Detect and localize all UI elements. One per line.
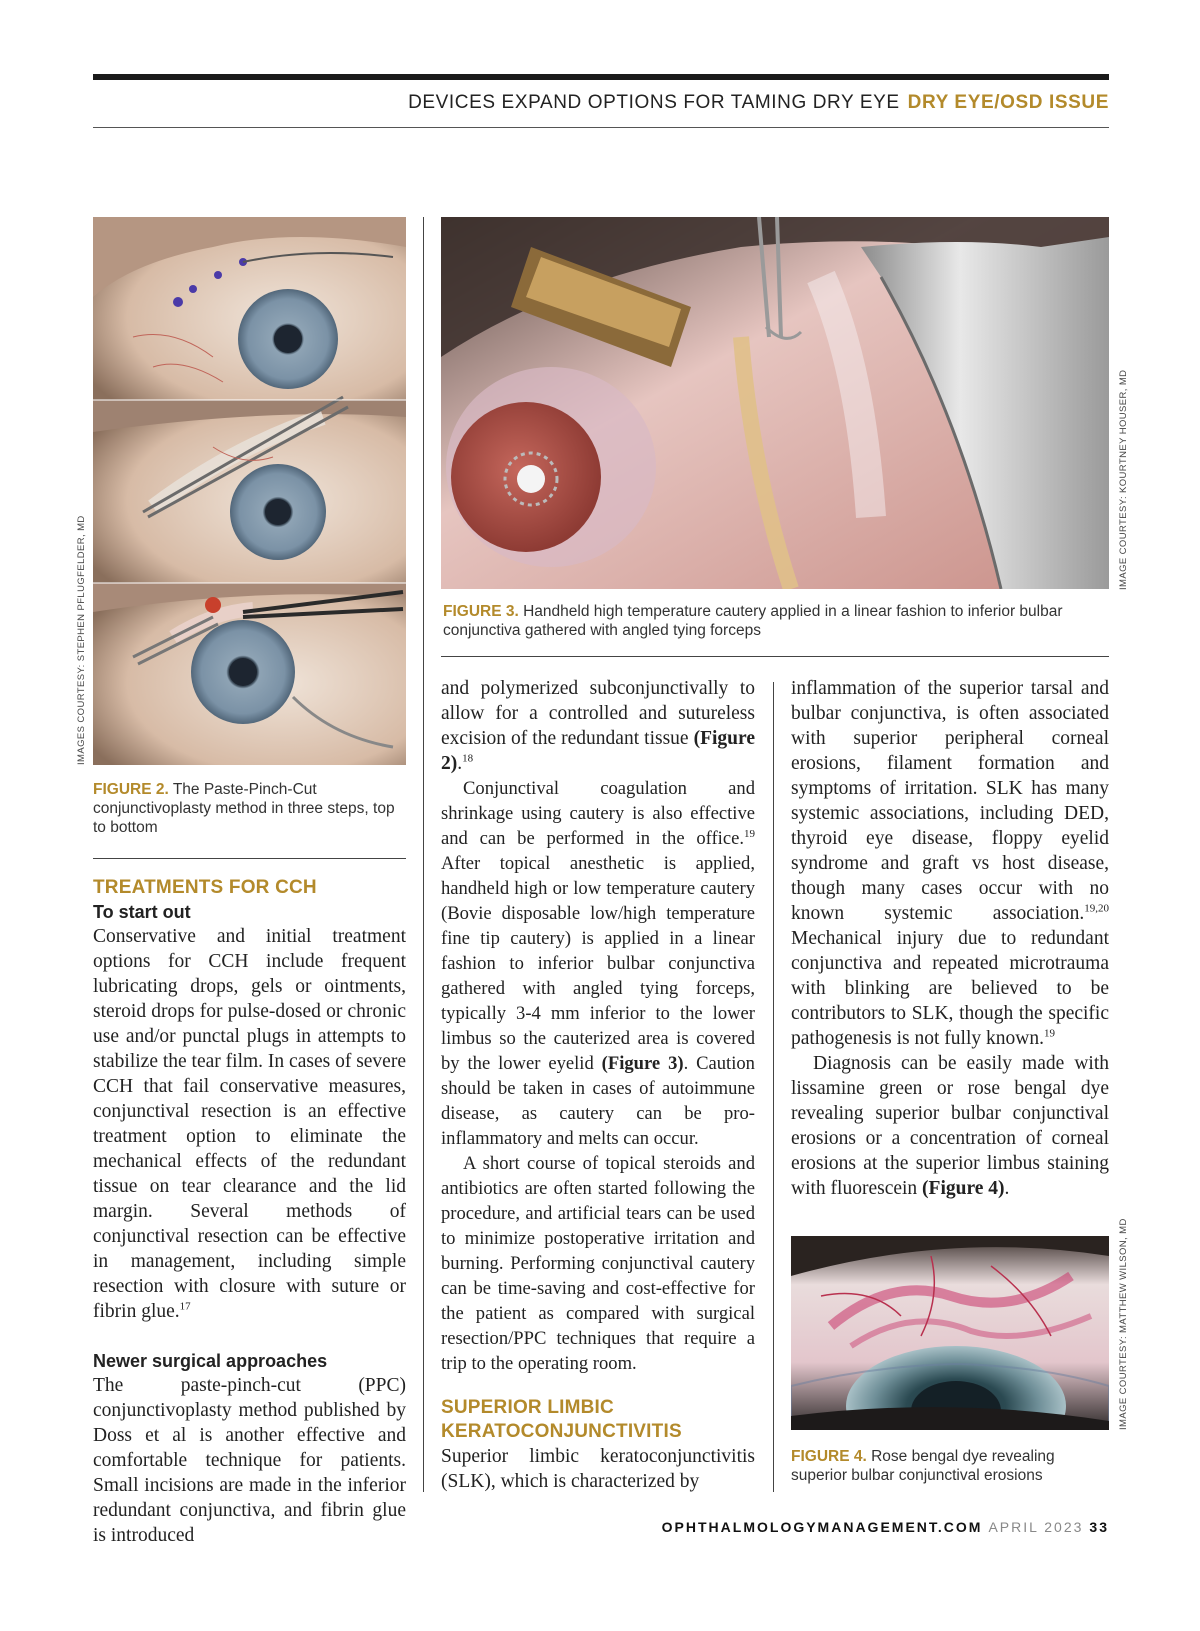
col1-paragraph-2: The paste-pinch-cut (PPC) conjunctivoplasty method published by Doss et al is another effective and comfortable technique for patients. Small incisions are made in the inferior redundant conjunctiva, and fibrin glue is introduced — [93, 1375, 406, 1546]
col3-p1-ref-1: 19,20 — [1084, 902, 1109, 915]
col2-paragraph-3: A short course of topical steroids and antibiotics are often started following the procedure, and artificial tears can be used to minimize postoperative irritation and burning. Performing conjunctival cautery can be time-saving and cost-effective for the patient as compared with surgical resection/PPC techniques that require a trip to the operating room. — [441, 1153, 755, 1374]
subheading-to-start-out: To start out — [93, 902, 191, 922]
figure-3-credit: IMAGE COURTESY: KOURTNEY HOUSER, MD — [1118, 369, 1129, 590]
col2-p1-text: and polymerized subconjunctivally to allow for a controlled and sutureless excision of the redundant tissue — [441, 678, 755, 749]
figure-4-text: Rose bengal dye revealing superior bulbar conjunctival erosions — [791, 1448, 1055, 1484]
figure-2-caption — [93, 780, 398, 837]
col2-paragraph-4: Superior limbic keratoconjunctivitis (SLK), which is characterized by — [441, 1446, 755, 1492]
col2-paragraph-1 — [441, 676, 755, 776]
col3-p2-text: Diagnosis can be easily made with lissamine green or rose bengal dye revealing superior bulbar conjunctival erosions or a concentration of corneal erosions at the superior limbus staining with fluorescein — [791, 1053, 1109, 1199]
figure-4-photo — [791, 1236, 1109, 1430]
header-rule — [93, 127, 1109, 128]
col2-paragraph-2 — [441, 776, 755, 1151]
col2-p1-end: . — [457, 753, 463, 774]
figure-2-credit: IMAGES COURTESY: STEPHEN PFLUGFELDER, MD — [76, 515, 87, 765]
section-heading-treatments: TREATMENTS FOR CCH — [93, 877, 317, 898]
col3-p2-end: . — [1004, 1178, 1010, 1199]
col2-p1-ref: 18 — [462, 752, 474, 765]
col3-p1-text-b: Mechanical injury due to redundant conjunctiva and repeated microtrauma with blinking are believed to be contributors to SLK, though the specific pathogenesis is not fully known. — [791, 928, 1109, 1049]
figure-2-text: The Paste-Pinch-Cut conjunctivoplasty method in three steps, top to bottom — [93, 781, 395, 836]
header-issue: DRY EYE/OSD ISSUE — [907, 92, 1109, 113]
figure-2-label: FIGURE 2. — [93, 781, 169, 798]
col1-p1-text: Conservative and initial treatment options for CCH include frequent lubricating drops, gels or ointments, steroid drops for pulse-dosed or chronic use and/or punctal plugs in attempts to stabilize the tear film. In cases of severe CCH that fail conservative measures, conjunctival resection is an effective treatment option to eliminate the mechanical effects of the redundant tissue on tear clearance and the lid margin. Several methods of conjunctival resection can be effective in management, including simple resection with closure with suture or fibrin glue. — [93, 926, 406, 1322]
figure-4-caption — [791, 1447, 1109, 1485]
figure-4-credit: IMAGE COURTESY: MATTHEW WILSON, MD — [1118, 1218, 1129, 1430]
column-3 — [791, 676, 1109, 1201]
col2-p2-figref: (Figure 3) — [601, 1053, 684, 1074]
figure-2-rule — [93, 858, 406, 859]
figure-3-caption — [443, 602, 1107, 640]
footer-site: OPHTHALMOLOGYMANAGEMENT.COM — [661, 1519, 983, 1535]
col3-p2-figref: (Figure 4) — [922, 1178, 1005, 1199]
column-1 — [93, 876, 406, 1548]
column-2 — [441, 676, 755, 1494]
col2-p1-figref: (Figure 2) — [441, 728, 755, 774]
col3-p1-text-a: inflammation of the superior tarsal and bulbar conjunctiva, is often associated with superior peripheral corneal erosions, filament formation and symptoms of irritation. SLK has many systemic associations, including DED, thyroid eye disease, floppy eyelid syndrome and graft vs host disease, though many cases occur with no known systemic association. — [791, 678, 1109, 924]
section-heading-slk-2: KERATOCONJUNCTIVITIS — [441, 1421, 682, 1442]
footer-date: APRIL 2023 — [988, 1519, 1084, 1535]
header-title: DEVICES EXPAND OPTIONS FOR TAMING DRY EYE — [408, 92, 900, 113]
col2-p2-text-c: . Caution should be taken in cases of autoimmune disease, as cautery can be pro-inflammatory and melts can occur. — [441, 1053, 755, 1149]
column-divider-right — [773, 682, 774, 1492]
col2-p2-text-b: After topical anesthetic is applied, handheld high or low temperature cautery (Bovie disposable low/high temperature fine tip cautery) is applied in a linear fashion to inferior bulbar conjunctiva gathered with angled tying forceps, typically 3-4 mm inferior to the lower limbus so the cauterized area is covered by the lower eyelid — [441, 853, 755, 1074]
col1-p1-ref: 17 — [179, 1300, 191, 1313]
subheading-newer-approaches: Newer surgical approaches — [93, 1351, 328, 1371]
page-number: 33 — [1089, 1519, 1109, 1535]
figure-4-label: FIGURE 4. — [791, 1448, 867, 1465]
col1-paragraph-1 — [93, 924, 406, 1324]
column-divider-left — [423, 217, 424, 1492]
figure-3-photo — [441, 217, 1109, 589]
page-footer — [93, 1519, 1109, 1535]
figure-3-text: Handheld high temperature cautery applied in a linear fashion to inferior bulbar conjunctiva gathered with angled tying forceps — [443, 603, 1063, 639]
col3-p1-ref-2: 19 — [1043, 1027, 1055, 1040]
figure-2-photo — [93, 217, 406, 765]
top-rule — [93, 74, 1109, 80]
running-header — [93, 92, 1109, 114]
figure-3-rule — [441, 656, 1109, 657]
col3-paragraph-1 — [791, 676, 1109, 1051]
col2-p2-text-a: Conjunctival coagulation and shrinkage using cautery is also effective and can be performed in the office. — [441, 778, 755, 849]
figure-3-label: FIGURE 3. — [443, 603, 519, 620]
col3-paragraph-2 — [791, 1051, 1109, 1201]
section-heading-slk-1: SUPERIOR LIMBIC — [441, 1397, 614, 1418]
col2-p2-ref: 19 — [744, 827, 755, 840]
